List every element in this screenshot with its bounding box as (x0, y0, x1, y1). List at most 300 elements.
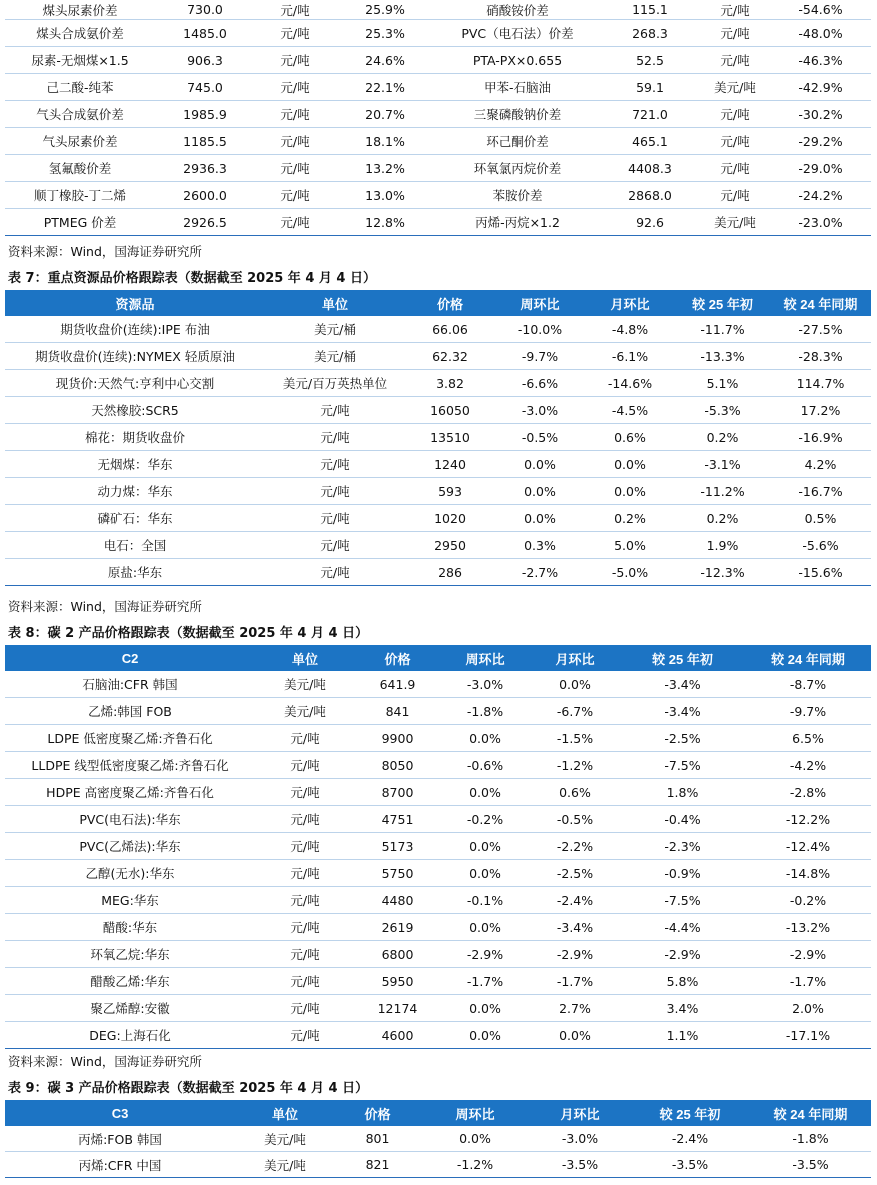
table-header-row (5, 1100, 871, 1126)
table-cell: -54.6% (770, 0, 871, 20)
table-cell: 天然橡胶:SCR5 (5, 397, 265, 424)
column-header: 资源品 (5, 290, 265, 316)
table-cell: 氢氟酸价差 (5, 155, 155, 182)
table-cell: 4480 (355, 887, 440, 914)
table-cell: 0.0% (585, 451, 675, 478)
table-cell: 0.0% (440, 914, 530, 941)
table-cell: -6.1% (585, 343, 675, 370)
table-cell: -2.9% (530, 941, 620, 968)
table-cell: 0.0% (440, 860, 530, 887)
table-cell: 元/吨 (265, 397, 405, 424)
column-header: 月环比 (530, 645, 620, 671)
table-cell: -2.5% (530, 860, 620, 887)
table-cell: 原盐:华东 (5, 559, 265, 586)
table6-source: 资料来源：Wind，国海证券研究所 (8, 244, 202, 259)
table-cell: 元/吨 (700, 101, 770, 128)
table-cell: 元/吨 (255, 995, 355, 1022)
table-cell: -4.4% (620, 914, 745, 941)
table8-caption: 表 8：碳 2 产品价格跟踪表（数据截至 2025 年 4 月 4 日） (8, 626, 369, 641)
table-cell: 25.9% (335, 0, 435, 20)
table-cell: -2.4% (630, 1126, 750, 1152)
table-cell: 4600 (355, 1022, 440, 1049)
column-header: 周环比 (495, 290, 585, 316)
table-cell: 24.6% (335, 47, 435, 74)
table-row (5, 343, 871, 370)
table-cell: 煤头尿素价差 (5, 0, 155, 20)
column-header: 较 25 年初 (620, 645, 745, 671)
table-cell: 元/吨 (255, 101, 335, 128)
table-cell: 元/吨 (255, 209, 335, 236)
table-cell: -4.8% (585, 316, 675, 343)
table-cell: 0.0% (440, 1022, 530, 1049)
table-row (5, 860, 871, 887)
table-cell: -46.3% (770, 47, 871, 74)
table-cell: 美元/吨 (235, 1126, 335, 1152)
table-row (5, 968, 871, 995)
table-cell: -11.7% (675, 316, 770, 343)
table-cell: 1185.5 (155, 128, 255, 155)
table-cell: 顺丁橡胶-丁二烯 (5, 182, 155, 209)
table-cell: 268.3 (600, 20, 700, 47)
table-row (5, 20, 871, 47)
table-cell: 煤头合成氨价差 (5, 20, 155, 47)
table-cell: 丙烯:FOB 韩国 (5, 1126, 235, 1152)
table-cell: 0.0% (495, 478, 585, 505)
table-cell: -2.7% (495, 559, 585, 586)
column-header: 价格 (335, 1100, 420, 1126)
table-cell: MEG:华东 (5, 887, 255, 914)
table-cell: 元/吨 (265, 478, 405, 505)
table-cell: 元/吨 (700, 47, 770, 74)
table-cell: -12.2% (745, 806, 871, 833)
column-header: 较 25 年初 (630, 1100, 750, 1126)
table-cell: 841 (355, 698, 440, 725)
table-cell: -29.2% (770, 128, 871, 155)
table-cell: 3.82 (405, 370, 495, 397)
table-cell: 2600.0 (155, 182, 255, 209)
table-cell: 721.0 (600, 101, 700, 128)
table-cell: -9.7% (495, 343, 585, 370)
table-cell: -3.0% (530, 1126, 630, 1152)
table-cell: -17.1% (745, 1022, 871, 1049)
table-cell: 0.6% (585, 424, 675, 451)
table-cell: 石脑油:CFR 韩国 (5, 671, 255, 698)
table-cell: 0.2% (675, 424, 770, 451)
table-cell: 2619 (355, 914, 440, 941)
table-cell: 元/吨 (265, 424, 405, 451)
column-header: 较 25 年初 (675, 290, 770, 316)
table-cell: 美元/吨 (700, 209, 770, 236)
table-cell: 2950 (405, 532, 495, 559)
table-cell: 1.9% (675, 532, 770, 559)
table7-source: 资料来源：Wind，国海证券研究所 (8, 599, 202, 614)
table-cell: 元/吨 (255, 155, 335, 182)
table-cell: 尿素-无烟煤×1.5 (5, 47, 155, 74)
table-cell: -1.2% (420, 1152, 530, 1178)
table-cell: 5.8% (620, 968, 745, 995)
table-cell: 12174 (355, 995, 440, 1022)
table-cell: 元/吨 (700, 128, 770, 155)
table-cell: -3.5% (530, 1152, 630, 1178)
table-row (5, 505, 871, 532)
column-header: 周环比 (440, 645, 530, 671)
table-cell: 元/吨 (265, 559, 405, 586)
table-cell: -0.6% (440, 752, 530, 779)
table-cell: 0.6% (530, 779, 620, 806)
table-cell: 641.9 (355, 671, 440, 698)
table-cell: -1.8% (440, 698, 530, 725)
table-cell: 6800 (355, 941, 440, 968)
table-cell: -2.2% (530, 833, 620, 860)
table-cell: -6.7% (530, 698, 620, 725)
table-cell: 聚乙烯醇:安徽 (5, 995, 255, 1022)
table-header-row (5, 645, 871, 671)
column-header: 单位 (265, 290, 405, 316)
table-row (5, 725, 871, 752)
table-header-row (5, 290, 871, 316)
table-cell: -12.3% (675, 559, 770, 586)
table-cell: -3.5% (750, 1152, 871, 1178)
table-cell: 棉花：期货收盘价 (5, 424, 265, 451)
table-row (5, 671, 871, 698)
table-cell: -3.1% (675, 451, 770, 478)
table-cell: 元/吨 (255, 968, 355, 995)
table-cell: -0.1% (440, 887, 530, 914)
table-cell: 元/吨 (265, 532, 405, 559)
table-row (5, 779, 871, 806)
table-cell: -1.5% (530, 725, 620, 752)
table-cell: 13510 (405, 424, 495, 451)
table-cell: -42.9% (770, 74, 871, 101)
table-cell: 现货价:天然气:亨利中心交割 (5, 370, 265, 397)
table-cell: 元/吨 (255, 47, 335, 74)
table-row (5, 47, 871, 74)
table-cell: 元/吨 (255, 887, 355, 914)
table-cell: -0.2% (745, 887, 871, 914)
table-row (5, 74, 871, 101)
table-cell: 醋酸乙烯:华东 (5, 968, 255, 995)
table-row (5, 209, 871, 236)
table-cell: -1.7% (440, 968, 530, 995)
table-cell: -2.9% (745, 941, 871, 968)
table-cell: 美元/吨 (255, 671, 355, 698)
table-cell: -4.5% (585, 397, 675, 424)
table-cell: 元/吨 (255, 20, 335, 47)
table-cell: 硝酸铵价差 (435, 0, 600, 20)
table-cell: -3.0% (440, 671, 530, 698)
resource-price-table (5, 290, 871, 586)
table-cell: 5.1% (675, 370, 770, 397)
table-cell: 745.0 (155, 74, 255, 101)
table-cell: 5950 (355, 968, 440, 995)
table-cell: 元/吨 (255, 914, 355, 941)
table-cell: 元/吨 (255, 725, 355, 752)
table-cell: 气头合成氨价差 (5, 101, 155, 128)
table-cell: 电石：全国 (5, 532, 265, 559)
table-cell: -2.4% (530, 887, 620, 914)
column-header: 单位 (235, 1100, 335, 1126)
table-cell: 丙烯:CFR 中国 (5, 1152, 235, 1178)
table-cell: 12.8% (335, 209, 435, 236)
table-cell: 美元/吨 (700, 74, 770, 101)
column-header: 较 24 年同期 (750, 1100, 871, 1126)
table-cell: 0.0% (495, 505, 585, 532)
table-cell: 气头尿素价差 (5, 128, 155, 155)
table-row (5, 833, 871, 860)
table-cell: 0.2% (675, 505, 770, 532)
table-cell: 0.0% (440, 995, 530, 1022)
table-cell: 元/吨 (255, 128, 335, 155)
table-cell: 0.0% (530, 671, 620, 698)
table-cell: -2.8% (745, 779, 871, 806)
table-cell: PTMEG 价差 (5, 209, 155, 236)
table-cell: 元/吨 (255, 806, 355, 833)
table-row (5, 478, 871, 505)
column-header: 月环比 (585, 290, 675, 316)
table-row (5, 941, 871, 968)
table-cell: -8.7% (745, 671, 871, 698)
table-cell: -3.4% (530, 914, 620, 941)
table-cell: 乙醇(无水):华东 (5, 860, 255, 887)
table-row (5, 0, 871, 20)
table-row (5, 155, 871, 182)
table-cell: 甲苯-石脑油 (435, 74, 600, 101)
table-cell: 62.32 (405, 343, 495, 370)
table-cell: 18.1% (335, 128, 435, 155)
table-cell: 元/吨 (255, 833, 355, 860)
table-cell: 美元/吨 (255, 698, 355, 725)
table-cell: 1985.9 (155, 101, 255, 128)
column-header: 较 24 年同期 (770, 290, 871, 316)
table-cell: 动力煤：华东 (5, 478, 265, 505)
table-row (5, 887, 871, 914)
table-cell: -2.9% (620, 941, 745, 968)
table-cell: 8050 (355, 752, 440, 779)
table-cell: 三聚磷酸钠价差 (435, 101, 600, 128)
table-cell: -23.0% (770, 209, 871, 236)
table-cell: -13.2% (745, 914, 871, 941)
table-cell: -16.7% (770, 478, 871, 505)
table-cell: 元/吨 (255, 860, 355, 887)
table-cell: LDPE 低密度聚乙烯:齐鲁石化 (5, 725, 255, 752)
table-cell: HDPE 高密度聚乙烯:齐鲁石化 (5, 779, 255, 806)
table-row (5, 559, 871, 586)
table-cell: 元/吨 (265, 505, 405, 532)
table-cell: -11.2% (675, 478, 770, 505)
table-cell: 8700 (355, 779, 440, 806)
table-cell: 0.3% (495, 532, 585, 559)
table-cell: -14.8% (745, 860, 871, 887)
table-cell: 114.7% (770, 370, 871, 397)
column-header: 月环比 (530, 1100, 630, 1126)
table-row (5, 182, 871, 209)
table-cell: -3.0% (495, 397, 585, 424)
table-cell: 0.0% (585, 478, 675, 505)
table-cell: 6.5% (745, 725, 871, 752)
table-cell: 66.06 (405, 316, 495, 343)
table-cell: 4.2% (770, 451, 871, 478)
table-row (5, 424, 871, 451)
table-cell: 0.2% (585, 505, 675, 532)
table-row (5, 752, 871, 779)
table-cell: 821 (335, 1152, 420, 1178)
table-cell: 元/吨 (255, 779, 355, 806)
table-cell: 17.2% (770, 397, 871, 424)
table-cell: 16050 (405, 397, 495, 424)
table-cell: 期货收盘价(连续):NYMEX 轻质原油 (5, 343, 265, 370)
table-cell: 美元/吨 (235, 1152, 335, 1178)
table-row (5, 1126, 871, 1152)
table-cell: 22.1% (335, 74, 435, 101)
table-cell: 元/吨 (255, 182, 335, 209)
table-cell: -7.5% (620, 752, 745, 779)
table-cell: 元/吨 (700, 0, 770, 20)
table-cell: 美元/桶 (265, 316, 405, 343)
table-row (5, 806, 871, 833)
column-header: C3 (5, 1100, 235, 1126)
table-cell: 2936.3 (155, 155, 255, 182)
table-cell: -1.7% (745, 968, 871, 995)
table-cell: 2868.0 (600, 182, 700, 209)
table-cell: 元/吨 (255, 0, 335, 20)
table-cell: 25.3% (335, 20, 435, 47)
table-cell: -16.9% (770, 424, 871, 451)
table-cell: -3.4% (620, 698, 745, 725)
table-row (5, 128, 871, 155)
table-cell: LLDPE 线型低密度聚乙烯:齐鲁石化 (5, 752, 255, 779)
table-cell: -6.6% (495, 370, 585, 397)
table-cell: 美元/桶 (265, 343, 405, 370)
table-cell: 3.4% (620, 995, 745, 1022)
table-cell: 美元/百万英热单位 (265, 370, 405, 397)
c3-price-table (5, 1100, 871, 1178)
table7-caption: 表 7：重点资源品价格跟踪表（数据截至 2025 年 4 月 4 日） (8, 271, 376, 286)
table-cell: 13.0% (335, 182, 435, 209)
table-cell: 5173 (355, 833, 440, 860)
table-cell: -5.6% (770, 532, 871, 559)
table-cell: 2926.5 (155, 209, 255, 236)
table-cell: 1240 (405, 451, 495, 478)
table-cell: 2.7% (530, 995, 620, 1022)
table-cell: -7.5% (620, 887, 745, 914)
table-cell: 元/吨 (255, 941, 355, 968)
table-cell: 1020 (405, 505, 495, 532)
table-cell: -2.5% (620, 725, 745, 752)
table-cell: 环氧氯丙烷价差 (435, 155, 600, 182)
table-cell: -30.2% (770, 101, 871, 128)
table-cell: -10.0% (495, 316, 585, 343)
table-cell: 115.1 (600, 0, 700, 20)
table-row (5, 1152, 871, 1178)
table-cell: 环己酮价差 (435, 128, 600, 155)
table-cell: 906.3 (155, 47, 255, 74)
column-header: 价格 (355, 645, 440, 671)
table-row (5, 1022, 871, 1049)
table-row (5, 995, 871, 1022)
table-cell: 0.0% (440, 779, 530, 806)
table-cell: -15.6% (770, 559, 871, 586)
table8-source: 资料来源：Wind，国海证券研究所 (8, 1054, 202, 1069)
table-row (5, 698, 871, 725)
table-cell: 2.0% (745, 995, 871, 1022)
table-cell: 元/吨 (255, 74, 335, 101)
table9-caption: 表 9：碳 3 产品价格跟踪表（数据截至 2025 年 4 月 4 日） (8, 1081, 369, 1096)
table-cell: 4751 (355, 806, 440, 833)
table-cell: 己二酸-纯苯 (5, 74, 155, 101)
table-cell: 52.5 (600, 47, 700, 74)
table-row (5, 101, 871, 128)
column-header: 较 24 年同期 (745, 645, 871, 671)
table-cell: 环氧乙烷:华东 (5, 941, 255, 968)
table-cell: 465.1 (600, 128, 700, 155)
table-cell: -12.4% (745, 833, 871, 860)
table-cell: 20.7% (335, 101, 435, 128)
table-cell: 丙烯-丙烷×1.2 (435, 209, 600, 236)
table-cell: -1.8% (750, 1126, 871, 1152)
table-cell: -24.2% (770, 182, 871, 209)
table-cell: 13.2% (335, 155, 435, 182)
table-cell: -0.5% (495, 424, 585, 451)
table-row (5, 914, 871, 941)
table-row (5, 451, 871, 478)
table-cell: PVC（电石法）价差 (435, 20, 600, 47)
table-cell: 元/吨 (700, 20, 770, 47)
table-row (5, 397, 871, 424)
table-row (5, 532, 871, 559)
table-cell: 4408.3 (600, 155, 700, 182)
table-cell: -27.5% (770, 316, 871, 343)
table-cell: 593 (405, 478, 495, 505)
table-cell: -0.9% (620, 860, 745, 887)
table-cell: PVC(电石法):华东 (5, 806, 255, 833)
table-cell: 元/吨 (700, 182, 770, 209)
table-cell: -3.5% (630, 1152, 750, 1178)
table-cell: -5.3% (675, 397, 770, 424)
table-cell: -28.3% (770, 343, 871, 370)
table-cell: 苯胺价差 (435, 182, 600, 209)
table-cell: 1.1% (620, 1022, 745, 1049)
table-cell: 1.8% (620, 779, 745, 806)
table-cell: 5.0% (585, 532, 675, 559)
table-cell: 801 (335, 1126, 420, 1152)
table-cell: -48.0% (770, 20, 871, 47)
table-cell: 0.0% (530, 1022, 620, 1049)
table-cell: 0.0% (420, 1126, 530, 1152)
table-cell: 59.1 (600, 74, 700, 101)
table-cell: -5.0% (585, 559, 675, 586)
table-cell: 无烟煤：华东 (5, 451, 265, 478)
table-cell: 磷矿石：华东 (5, 505, 265, 532)
table-cell: -0.2% (440, 806, 530, 833)
table-cell: -2.3% (620, 833, 745, 860)
table-cell: -13.3% (675, 343, 770, 370)
spread-table-body (5, 0, 871, 236)
table-row (5, 370, 871, 397)
column-header: C2 (5, 645, 255, 671)
table-cell: 0.0% (440, 833, 530, 860)
table-cell: 730.0 (155, 0, 255, 20)
table-cell: 元/吨 (255, 752, 355, 779)
table-cell: 元/吨 (700, 155, 770, 182)
table-cell: 286 (405, 559, 495, 586)
table-cell: PVC(乙烯法):华东 (5, 833, 255, 860)
table-cell: 0.0% (495, 451, 585, 478)
table-cell: -9.7% (745, 698, 871, 725)
table-cell: -3.4% (620, 671, 745, 698)
table-row (5, 316, 871, 343)
spread-table (5, 0, 871, 236)
table-cell: -1.7% (530, 968, 620, 995)
